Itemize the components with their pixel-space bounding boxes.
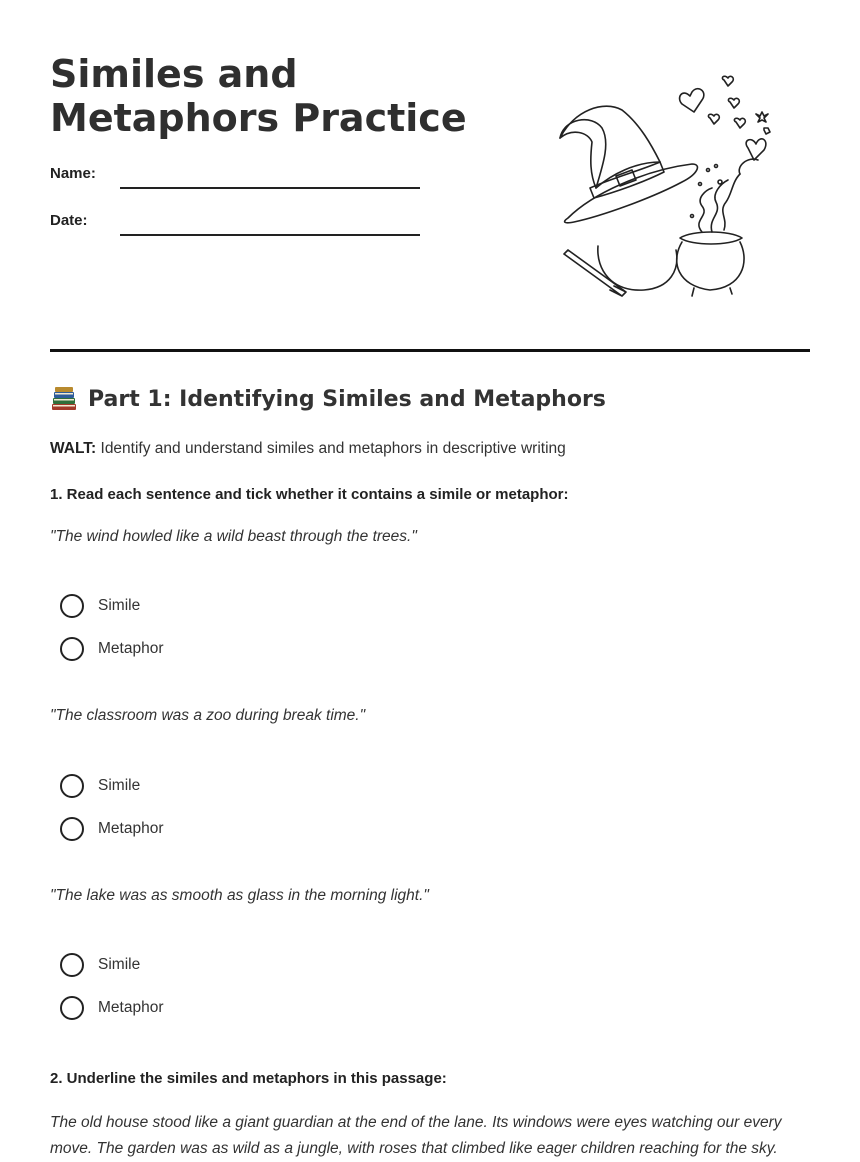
option-label: Metaphor (98, 999, 164, 1016)
passage-text: The old house stood like a giant guardian at the end of the lane. Its windows were eyes watching our every move. The garden was as wild as a jungle, with roses that climbed like eager children reaching for the sky. (50, 1114, 782, 1157)
part1-heading (50, 386, 606, 412)
name-label: Name: (50, 165, 96, 182)
option-2-simile[interactable] (60, 774, 140, 798)
question-1: 1. Read each sentence and tick whether it contains a simile or metaphor: (50, 486, 569, 503)
option-label: Simile (98, 777, 141, 794)
option-label: Simile (98, 956, 141, 973)
date-label: Date: (50, 212, 88, 229)
radio-button[interactable] (60, 817, 84, 841)
sentence-1: "The wind howled like a wild beast through the trees." (50, 528, 417, 545)
option-3-simile[interactable] (60, 953, 140, 977)
option-2-metaphor[interactable] (60, 817, 163, 841)
option-3-metaphor[interactable] (60, 996, 163, 1020)
part1-heading-text: Part 1: Identifying Similes and Metaphors (88, 386, 606, 412)
option-label: Metaphor (98, 820, 164, 837)
radio-button[interactable] (60, 594, 84, 618)
option-label: Metaphor (98, 640, 164, 657)
walt-line (50, 440, 566, 458)
section-divider (50, 349, 810, 352)
radio-button[interactable] (60, 953, 84, 977)
witch-hat-cauldron-icon (552, 70, 784, 306)
walt-label: WALT: (50, 440, 97, 457)
books-icon (50, 386, 78, 412)
option-label: Simile (98, 597, 141, 614)
date-field-line[interactable] (120, 234, 420, 236)
sentence-2: "The classroom was a zoo during break time." (50, 707, 366, 724)
name-field-line[interactable] (120, 187, 420, 189)
page-title: Similes and Metaphors Practice (50, 52, 467, 140)
sentence-3: "The lake was as smooth as glass in the morning light." (50, 887, 429, 904)
radio-button[interactable] (60, 774, 84, 798)
radio-button[interactable] (60, 996, 84, 1020)
option-1-metaphor[interactable] (60, 637, 163, 661)
walt-text: Identify and understand similes and metaphors in descriptive writing (96, 440, 566, 457)
radio-button[interactable] (60, 637, 84, 661)
question-2: 2. Underline the similes and metaphors in this passage: (50, 1070, 447, 1087)
option-1-simile[interactable] (60, 594, 140, 618)
